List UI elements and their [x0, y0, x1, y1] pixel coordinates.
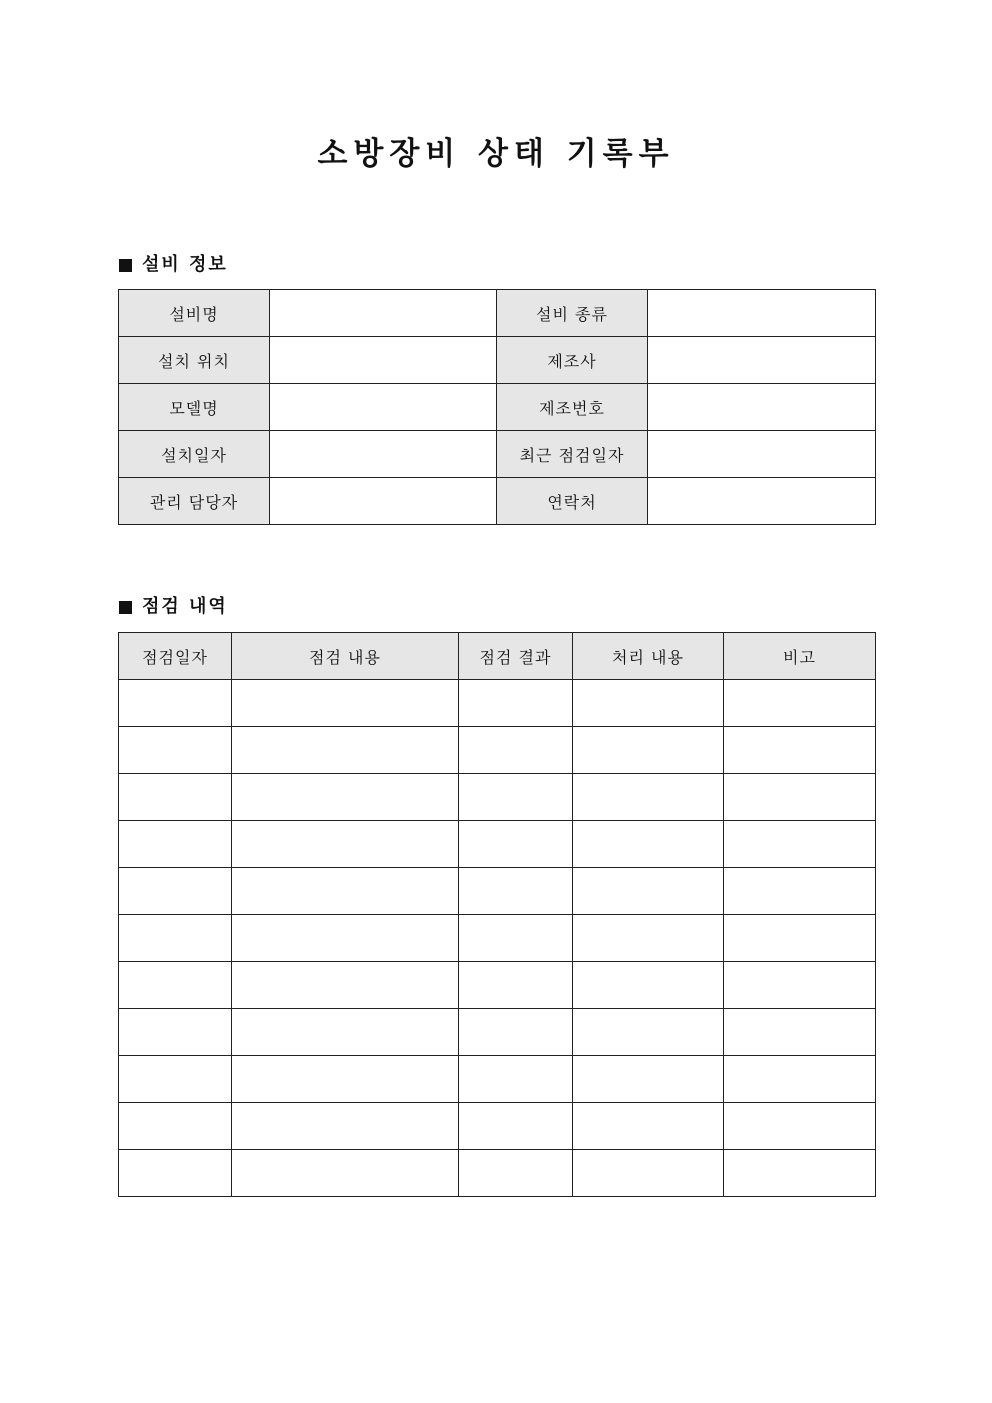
table-row	[119, 774, 876, 821]
field-value[interactable]	[648, 337, 876, 384]
table-cell[interactable]	[573, 1009, 724, 1056]
table-cell[interactable]	[119, 821, 232, 868]
field-value[interactable]	[648, 431, 876, 478]
equipment-info-heading-text: 설비 정보	[142, 254, 228, 275]
table-cell[interactable]	[724, 1009, 876, 1056]
table-cell[interactable]	[459, 868, 573, 915]
equipment-info-row	[119, 337, 876, 384]
column-header: 점검일자	[119, 633, 232, 680]
table-row	[119, 680, 876, 727]
table-cell[interactable]	[459, 821, 573, 868]
column-header: 비고	[724, 633, 876, 680]
square-bullet-icon	[119, 259, 132, 272]
table-cell[interactable]	[119, 1150, 232, 1197]
table-cell[interactable]	[724, 774, 876, 821]
field-label: 설비 종류	[497, 290, 648, 337]
field-label: 관리 담당자	[119, 478, 270, 525]
table-cell[interactable]	[232, 1009, 459, 1056]
table-cell[interactable]	[459, 727, 573, 774]
square-bullet-icon	[119, 601, 132, 614]
field-label: 설치일자	[119, 431, 270, 478]
field-value[interactable]	[270, 384, 497, 431]
field-label: 제조번호	[497, 384, 648, 431]
table-cell[interactable]	[232, 1103, 459, 1150]
table-cell[interactable]	[724, 868, 876, 915]
column-header: 처리 내용	[573, 633, 724, 680]
inspection-log-header-row	[119, 633, 876, 680]
table-cell[interactable]	[232, 868, 459, 915]
table-cell[interactable]	[573, 821, 724, 868]
document-title: 소방장비 상태 기록부	[317, 136, 675, 172]
table-cell[interactable]	[459, 774, 573, 821]
table-cell[interactable]	[724, 962, 876, 1009]
table-cell[interactable]	[724, 1150, 876, 1197]
table-cell[interactable]	[119, 1103, 232, 1150]
inspection-log-table	[118, 632, 876, 1197]
table-cell[interactable]	[724, 1056, 876, 1103]
table-row	[119, 868, 876, 915]
equipment-info-row	[119, 384, 876, 431]
table-cell[interactable]	[459, 962, 573, 1009]
table-cell[interactable]	[459, 1103, 573, 1150]
table-cell[interactable]	[119, 868, 232, 915]
table-cell[interactable]	[573, 774, 724, 821]
equipment-info-row	[119, 478, 876, 525]
field-label: 제조사	[497, 337, 648, 384]
table-cell[interactable]	[119, 1009, 232, 1056]
field-value[interactable]	[270, 337, 497, 384]
field-label: 설비명	[119, 290, 270, 337]
table-cell[interactable]	[459, 915, 573, 962]
table-cell[interactable]	[573, 868, 724, 915]
field-value[interactable]	[270, 290, 497, 337]
table-cell[interactable]	[459, 1150, 573, 1197]
equipment-info-row	[119, 290, 876, 337]
table-cell[interactable]	[232, 1056, 459, 1103]
table-row	[119, 1056, 876, 1103]
table-row	[119, 1009, 876, 1056]
table-cell[interactable]	[573, 915, 724, 962]
field-label: 모델명	[119, 384, 270, 431]
table-cell[interactable]	[724, 727, 876, 774]
table-cell[interactable]	[459, 1056, 573, 1103]
field-value[interactable]	[648, 384, 876, 431]
equipment-info-row	[119, 431, 876, 478]
table-cell[interactable]	[232, 1150, 459, 1197]
field-label: 최근 점검일자	[497, 431, 648, 478]
field-value[interactable]	[270, 478, 497, 525]
field-value[interactable]	[648, 290, 876, 337]
column-header: 점검 결과	[459, 633, 573, 680]
table-cell[interactable]	[573, 1056, 724, 1103]
inspection-log-heading	[119, 595, 228, 619]
table-cell[interactable]	[232, 727, 459, 774]
equipment-info-table	[118, 289, 876, 525]
table-cell[interactable]	[459, 680, 573, 727]
table-cell[interactable]	[119, 1056, 232, 1103]
table-cell[interactable]	[573, 680, 724, 727]
column-header: 점검 내용	[232, 633, 459, 680]
table-cell[interactable]	[459, 1009, 573, 1056]
table-cell[interactable]	[573, 1150, 724, 1197]
table-cell[interactable]	[119, 774, 232, 821]
table-row	[119, 915, 876, 962]
table-cell[interactable]	[232, 915, 459, 962]
table-cell[interactable]	[119, 962, 232, 1009]
field-label: 설치 위치	[119, 337, 270, 384]
table-cell[interactable]	[119, 680, 232, 727]
table-row	[119, 962, 876, 1009]
table-cell[interactable]	[119, 915, 232, 962]
table-cell[interactable]	[232, 962, 459, 1009]
table-cell[interactable]	[724, 680, 876, 727]
table-row	[119, 727, 876, 774]
inspection-log-heading-text: 점검 내역	[142, 596, 228, 617]
table-row	[119, 821, 876, 868]
equipment-info-heading	[119, 253, 228, 277]
table-cell[interactable]	[573, 962, 724, 1009]
table-cell[interactable]	[232, 821, 459, 868]
table-row	[119, 1150, 876, 1197]
table-cell[interactable]	[573, 1103, 724, 1150]
table-cell[interactable]	[724, 821, 876, 868]
table-cell[interactable]	[232, 774, 459, 821]
field-value[interactable]	[648, 478, 876, 525]
table-cell[interactable]	[724, 1103, 876, 1150]
table-cell[interactable]	[232, 680, 459, 727]
table-row	[119, 1103, 876, 1150]
field-value[interactable]	[270, 431, 497, 478]
table-cell[interactable]	[119, 727, 232, 774]
table-cell[interactable]	[573, 727, 724, 774]
field-label: 연락처	[497, 478, 648, 525]
table-cell[interactable]	[724, 915, 876, 962]
